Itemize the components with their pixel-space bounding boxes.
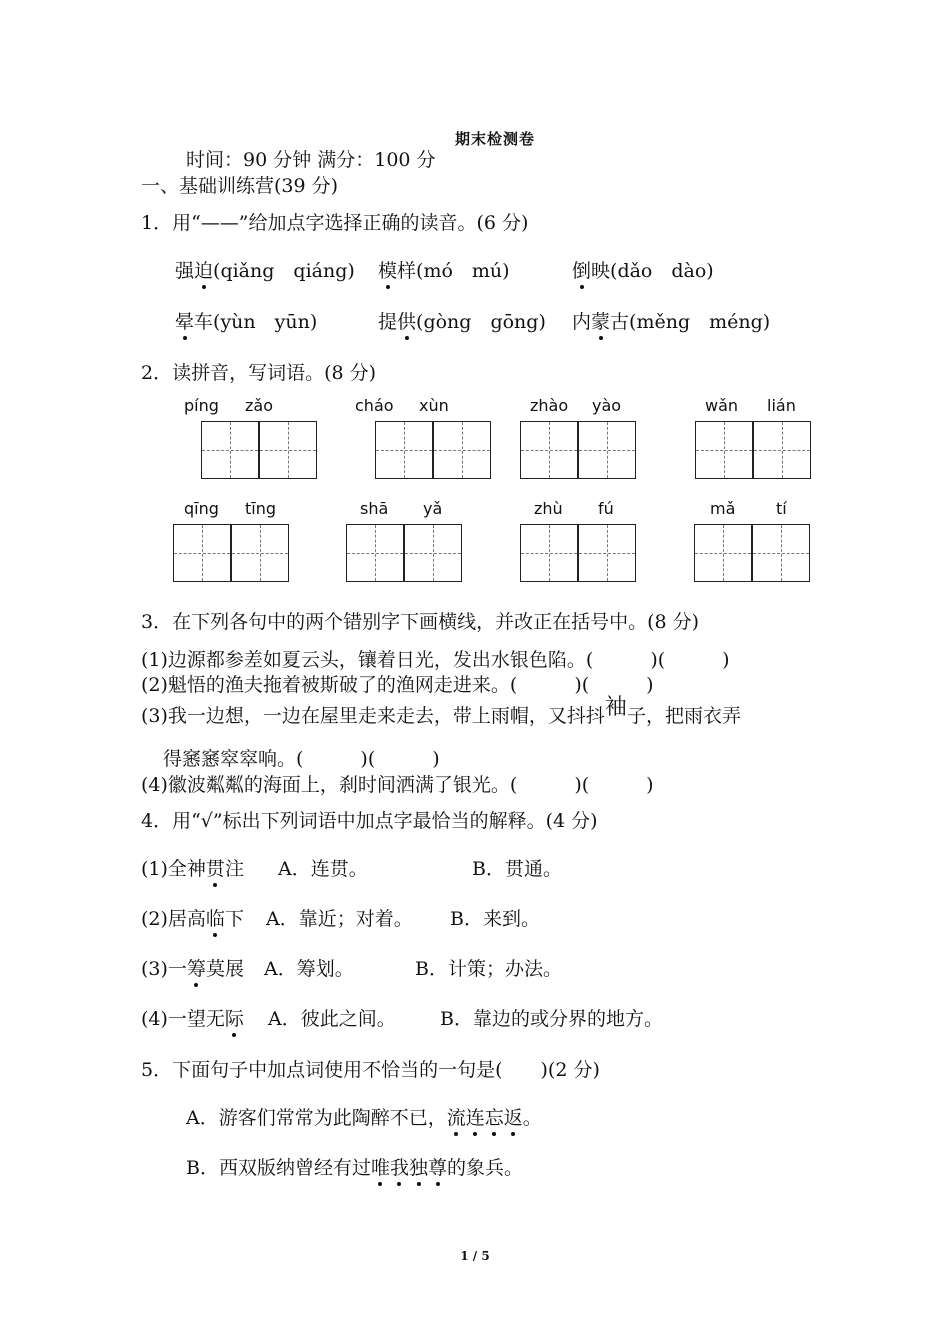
writing-box[interactable]: [201, 421, 259, 479]
exam-meta: 时间：90 分钟 满分：100 分: [186, 149, 436, 171]
writing-box[interactable]: [231, 524, 289, 582]
writing-box[interactable]: [578, 421, 636, 479]
q4-option-a[interactable]: A．连贯。: [278, 858, 368, 880]
q1-item: 内蒙古(měng méng): [572, 311, 771, 333]
q4-item: (3)一筹莫展: [141, 958, 244, 980]
writing-box[interactable]: [433, 421, 491, 479]
q5-option-a[interactable]: A．游客们常常为此陶醉不已，流连忘返。: [186, 1107, 542, 1129]
q4-item: (1)全神贯注: [141, 858, 244, 880]
q3-sentence-4: (4)徽波粼粼的海面上，刹时间洒满了银光。( )( ): [141, 774, 654, 796]
q4-option-b[interactable]: B．来到。: [450, 908, 540, 930]
writing-box[interactable]: [694, 524, 752, 582]
q3-sentence-3: (3)我一边想，一边在屋里走来走去，带上雨帽，又抖抖袖子，把雨衣弄: [141, 695, 741, 727]
q3-sentence-2: (2)魁悟的渔夫拖着被斯破了的渔网走进来。( )( ): [141, 674, 654, 696]
question-1-stem: 1．用“——”给加点字选择正确的读音。(6 分): [141, 212, 529, 234]
q1-item: 晕车(yùn yūn): [175, 311, 318, 333]
writing-box[interactable]: [752, 524, 810, 582]
q4-option-b[interactable]: B．贯通。: [472, 858, 562, 880]
q3-sentence-1: (1)边源都参差如夏云头，镶着日光，发出水银色陷。( )( ): [141, 649, 730, 671]
q4-option-b[interactable]: B．计策；办法。: [415, 958, 562, 980]
question-2-stem: 2．读拼音，写词语。(8 分): [141, 362, 377, 384]
q1-item: 模样(mó mú): [378, 260, 510, 282]
q4-option-a[interactable]: A．靠近；对着。: [266, 908, 413, 930]
q4-item: (4)一望无际: [141, 1008, 244, 1030]
q4-item: (2)居高临下: [141, 908, 244, 930]
writing-box[interactable]: [259, 421, 317, 479]
writing-box[interactable]: [520, 421, 578, 479]
question-5-stem: 5．下面句子中加点词使用不恰当的一句是( )(2 分): [141, 1059, 600, 1081]
q1-item: 强迫(qiǎng qiáng): [175, 260, 355, 282]
page-number: 1 / 5: [460, 1249, 490, 1263]
writing-box[interactable]: [173, 524, 231, 582]
writing-box[interactable]: [375, 421, 433, 479]
q1-item: 提供(gòng gōng): [378, 311, 546, 333]
writing-box[interactable]: [346, 524, 404, 582]
question-4-stem: 4．用“√”标出下列词语中加点字最恰当的解释。(4 分): [141, 810, 598, 832]
writing-box[interactable]: [520, 524, 578, 582]
question-3-stem: 3．在下列各句中的两个错别字下画横线，并改正在括号中。(8 分): [141, 611, 700, 633]
q4-option-a[interactable]: A．筹划。: [264, 958, 354, 980]
writing-box[interactable]: [578, 524, 636, 582]
section-heading: 一、基础训练营(39 分): [141, 175, 339, 197]
page-title: 期末检测卷: [454, 130, 535, 148]
q4-option-b[interactable]: B．靠边的或分界的地方。: [440, 1008, 663, 1030]
writing-box[interactable]: [695, 421, 753, 479]
writing-box[interactable]: [753, 421, 811, 479]
q5-option-b[interactable]: B．西双版纳曾经有过唯我独尊的象兵。: [186, 1157, 524, 1179]
q1-item: 倒映(dǎo dào): [572, 260, 714, 282]
q4-option-a[interactable]: A．彼此之间。: [268, 1008, 396, 1030]
writing-box[interactable]: [404, 524, 462, 582]
q3-sentence-3-cont: 得窸窸窣窣响。( )( ): [163, 748, 440, 770]
